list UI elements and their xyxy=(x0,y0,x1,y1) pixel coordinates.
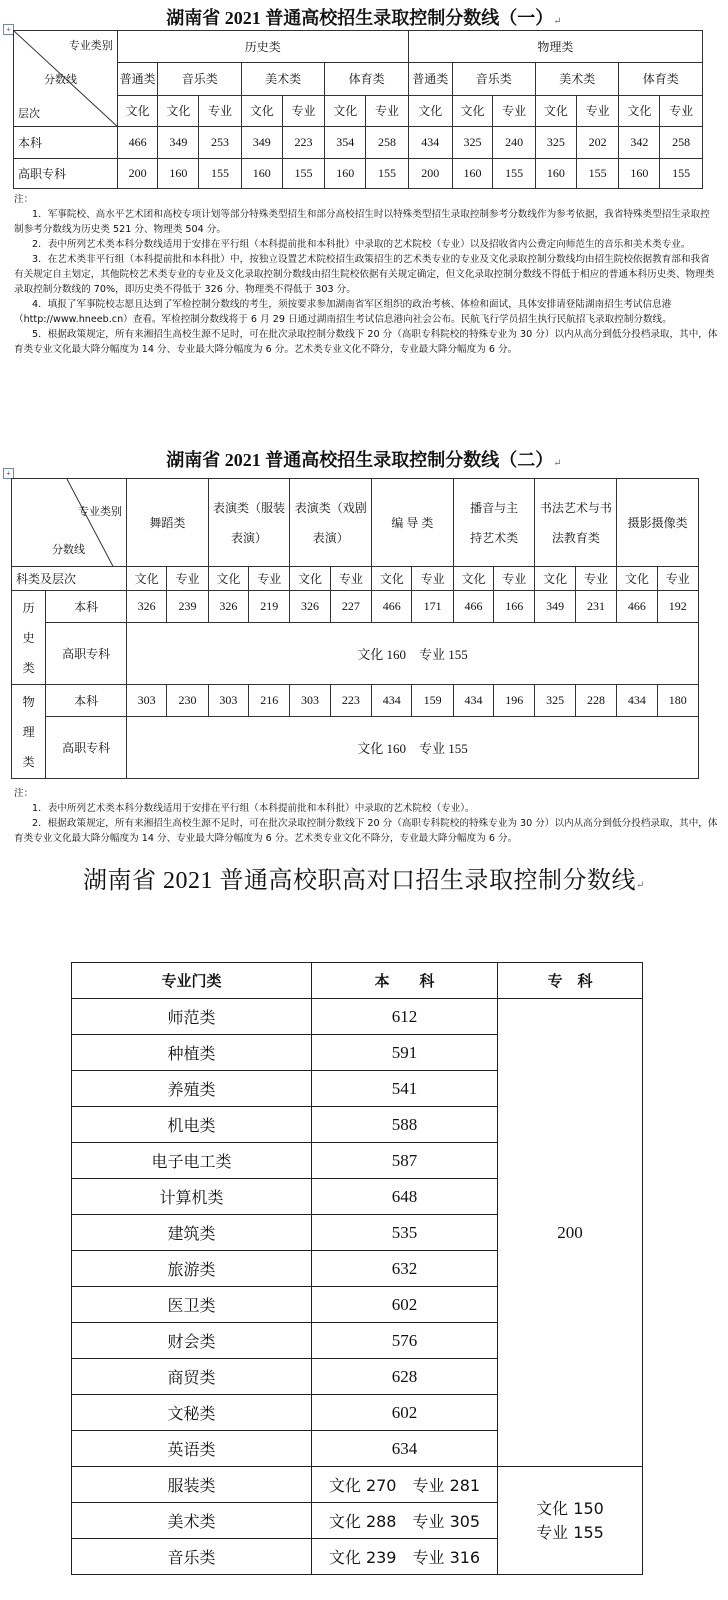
category-name: 音乐类 xyxy=(72,1539,312,1575)
score-cell: 160 xyxy=(619,159,660,189)
benke-score: 541 xyxy=(312,1071,498,1107)
score-cell: 239 xyxy=(167,591,208,623)
subgroup-header: 美术类 xyxy=(241,63,324,95)
table-anchor-icon: + xyxy=(3,24,14,35)
notes-head: 注： xyxy=(14,788,34,799)
score-cell: 155 xyxy=(660,159,703,189)
score-cell: 155 xyxy=(199,159,242,189)
benke-score: 632 xyxy=(312,1251,498,1287)
score-cell: 155 xyxy=(576,159,619,189)
subgroup-header: 音乐类 xyxy=(158,63,241,95)
diag-label-level: 科类及层次 xyxy=(12,567,127,591)
section-label-physics: 物 理 类 xyxy=(12,685,46,779)
category-name: 财会类 xyxy=(72,1323,312,1359)
row-label: 本科 xyxy=(46,685,127,717)
score-cell: 231 xyxy=(575,591,616,623)
score-cell: 258 xyxy=(366,127,409,159)
score-cell: 160 xyxy=(452,159,493,189)
title-2: 湖南省 2021 普通高校招生录取控制分数线（二）↵ xyxy=(166,450,562,470)
table-anchor-icon: + xyxy=(3,468,14,479)
sub-label: 专业 xyxy=(412,567,453,591)
benke-score: 文化 270 专业 281 xyxy=(312,1467,498,1503)
benke-score: 文化 239 专业 316 xyxy=(312,1539,498,1575)
sub-label: 文化 xyxy=(617,567,657,591)
benke-score: 576 xyxy=(312,1323,498,1359)
sub-label: 专业 xyxy=(199,95,242,126)
score-cell: 349 xyxy=(241,127,282,159)
sub-label: 文化 xyxy=(158,95,199,126)
score-cell: 180 xyxy=(657,685,698,717)
category-header: 播音与主 持艺术类 xyxy=(453,479,535,567)
category-name: 旅游类 xyxy=(72,1251,312,1287)
group-header-physics: 物理类 xyxy=(408,31,702,63)
score-cell: 466 xyxy=(117,127,158,159)
note-item: 2．表中所列艺术类本科分数线适用于安排在平行组（本科提前批和本科批）中录取的艺术院校（专业）以及招收省内公费定向师范生的音乐和美术类专业。 xyxy=(32,239,691,250)
score-cell: 219 xyxy=(249,591,290,623)
score-cell: 434 xyxy=(617,685,657,717)
benke-score: 591 xyxy=(312,1035,498,1071)
merged-zhuanke-physics: 文化 160 专业 155 xyxy=(126,717,698,779)
score-cell: 325 xyxy=(536,127,577,159)
score-cell: 230 xyxy=(167,685,208,717)
sub-label: 专业 xyxy=(366,95,409,126)
score-cell: 227 xyxy=(330,591,371,623)
benke-score: 588 xyxy=(312,1107,498,1143)
score-cell: 200 xyxy=(117,159,158,189)
category-name: 建筑类 xyxy=(72,1215,312,1251)
sub-label: 专业 xyxy=(576,95,619,126)
sub-label: 文化 xyxy=(325,95,366,126)
row-label: 本科 xyxy=(14,127,118,159)
score-cell: 434 xyxy=(453,685,493,717)
category-header: 表演类（戏剧 表演） xyxy=(290,479,372,567)
score-cell: 171 xyxy=(412,591,453,623)
note-item: 4．填报了军事院校志愿且达到了军检控制分数线的考生，须按要求参加湖南省军区组织的政治考核、体检和面试，具体安排请登陆湖南招生考试信息港（http://www.hneeb.cn）查看。军检控制分数线将于 6 月 29 日通过湖南招生考试信息港向社会公布。民航飞行学员招生执行民航招飞录取控制分数线。 xyxy=(14,299,672,325)
zhuanke-art: 文化 150 专业 155 xyxy=(498,1467,643,1575)
table-row xyxy=(72,1467,643,1503)
sub-label: 专业 xyxy=(660,95,703,126)
subgroup-header: 美术类 xyxy=(536,63,619,95)
category-header: 舞蹈类 xyxy=(126,479,208,567)
score-cell: 354 xyxy=(325,127,366,159)
sub-label: 专业 xyxy=(494,567,535,591)
title-1: 湖南省 2021 普通高校招生录取控制分数线（一）↵ xyxy=(166,8,562,28)
score-cell: 160 xyxy=(158,159,199,189)
score-cell: 466 xyxy=(453,591,493,623)
sub-label: 文化 xyxy=(535,567,575,591)
score-cell: 240 xyxy=(493,127,536,159)
score-cell: 434 xyxy=(408,127,452,159)
category-name: 养殖类 xyxy=(72,1071,312,1107)
benke-score: 文化 288 专业 305 xyxy=(312,1503,498,1539)
notes-1 xyxy=(14,192,718,357)
score-cell: 434 xyxy=(372,685,412,717)
subgroup-header: 音乐类 xyxy=(452,63,535,95)
category-name: 医卫类 xyxy=(72,1287,312,1323)
benke-score: 648 xyxy=(312,1179,498,1215)
sub-label: 专业 xyxy=(575,567,616,591)
diag-label-category: 专业类别 xyxy=(68,40,113,52)
row-label: 本科 xyxy=(46,591,127,623)
diag-label-category: 专业类别 xyxy=(77,506,122,518)
score-cell: 303 xyxy=(290,685,330,717)
col-header-zhuanke: 专 科 xyxy=(498,963,643,999)
score-cell: 349 xyxy=(158,127,199,159)
score-cell: 326 xyxy=(126,591,166,623)
benke-score: 587 xyxy=(312,1143,498,1179)
group-header-history: 历史类 xyxy=(117,31,408,63)
sub-label: 文化 xyxy=(452,95,493,126)
table-1 xyxy=(13,30,703,189)
subgroup-header: 体育类 xyxy=(325,63,408,95)
score-cell: 155 xyxy=(493,159,536,189)
sub-label: 专业 xyxy=(657,567,698,591)
zhuanke-general: 200 xyxy=(498,999,643,1467)
score-cell: 166 xyxy=(494,591,535,623)
sub-label: 专业 xyxy=(249,567,290,591)
category-name: 机电类 xyxy=(72,1107,312,1143)
score-cell: 160 xyxy=(241,159,282,189)
sub-label: 文化 xyxy=(619,95,660,126)
sub-label: 专业 xyxy=(330,567,371,591)
note-item: 3．在艺术类非平行组（本科提前批和本科批）中，按独立设置艺术院校招生政策招生的艺术类专业的专业及文化录取控制分数线均由招生院校依据教育部和我省有关规定自主划定，其他院校艺术类专业的专业及文化录取控制分数线由招生院校依据有关规定确定，但文化录取控制分数线不得低于相应的普通本科历史类、物理类录取控制分数线的 70%，即历史类不得低于 326 分、物理类不得低于 303 分。 xyxy=(14,254,715,295)
category-header: 摄影摄像类 xyxy=(617,479,699,567)
sub-label: 文化 xyxy=(408,95,452,126)
score-cell: 192 xyxy=(657,591,698,623)
category-header: 书法艺术与书 法教育类 xyxy=(535,479,617,567)
benke-score: 612 xyxy=(312,999,498,1035)
note-item: 1．军事院校、高水平艺术团和高校专项计划等部分特殊类型招生和部分高校招生时以特殊类型招生录取控制参考分数线作为参考依据，我省特殊类型招生录取控制参考分数线为历史类 521 分、物理类 504 分。 xyxy=(14,209,710,235)
notes-head: 注： xyxy=(14,194,34,205)
diag-label-score: 分数线 xyxy=(44,74,77,86)
score-cell: 342 xyxy=(619,127,660,159)
score-cell: 160 xyxy=(536,159,577,189)
category-name: 商贸类 xyxy=(72,1359,312,1395)
row-label: 高职专科 xyxy=(14,159,118,189)
sub-label: 文化 xyxy=(126,567,166,591)
score-cell: 325 xyxy=(535,685,575,717)
score-cell: 155 xyxy=(282,159,325,189)
category-name: 服装类 xyxy=(72,1467,312,1503)
category-name: 计算机类 xyxy=(72,1179,312,1215)
category-header: 表演类（服装 表演） xyxy=(208,479,290,567)
sub-label: 文化 xyxy=(536,95,577,126)
score-cell: 159 xyxy=(412,685,453,717)
score-cell: 228 xyxy=(575,685,616,717)
score-cell: 216 xyxy=(249,685,290,717)
category-name: 美术类 xyxy=(72,1503,312,1539)
category-name: 文秘类 xyxy=(72,1395,312,1431)
category-name: 英语类 xyxy=(72,1431,312,1467)
diag-label-score: 分数线 xyxy=(52,544,85,556)
note-item: 5．根据政策规定，所有来湘招生高校生源不足时，可在批次录取控制分数线下 20 分（高职专科院校的特殊专业为 30 分）以内从高分到低分投档录取，其中，体育类专业文化最大降分幅度为 14 分、专业最大降分幅度为 6 分。艺术类专业文化不降分，专业最大降分幅度为 6 分。 xyxy=(14,329,718,355)
col-header-benke: 本 科 xyxy=(312,963,498,999)
category-name: 师范类 xyxy=(72,999,312,1035)
section-label-history: 历 史 类 xyxy=(12,591,46,685)
subgroup-header: 体育类 xyxy=(619,63,703,95)
diag-label-level: 层次 xyxy=(18,108,40,120)
score-cell: 155 xyxy=(366,159,409,189)
title-3: 湖南省 2021 普通高校职高对口招生录取控制分数线↵ xyxy=(83,868,645,894)
benke-score: 628 xyxy=(312,1359,498,1395)
score-cell: 303 xyxy=(208,685,248,717)
score-cell: 349 xyxy=(535,591,575,623)
table-3 xyxy=(71,962,643,1575)
notes-2 xyxy=(14,786,718,846)
benke-score: 535 xyxy=(312,1215,498,1251)
table-2-diagonal-header xyxy=(12,479,127,567)
sub-label: 文化 xyxy=(453,567,493,591)
sub-label: 专业 xyxy=(282,95,325,126)
category-header: 编 导 类 xyxy=(372,479,454,567)
note-item: 2．根据政策规定，所有来湘招生高校生源不足时，可在批次录取控制分数线下 20 分（高职专科院校的特殊专业为 30 分）以内从高分到低分投档录取，其中，体育类专业文化最大降分幅度为 14 分、专业最大降分幅度为 6 分。艺术类专业文化不降分，专业最大降分幅度为 6 分。 xyxy=(14,818,718,844)
score-cell: 223 xyxy=(330,685,371,717)
category-name: 种植类 xyxy=(72,1035,312,1071)
score-cell: 196 xyxy=(494,685,535,717)
benke-score: 602 xyxy=(312,1287,498,1323)
score-cell: 326 xyxy=(290,591,330,623)
score-cell: 466 xyxy=(617,591,657,623)
note-item: 1．表中所列艺术类本科分数线适用于安排在平行组（本科提前批和本科批）中录取的艺术院校（专业）。 xyxy=(32,803,475,814)
sub-label: 文化 xyxy=(117,95,158,126)
score-cell: 303 xyxy=(126,685,166,717)
score-cell: 253 xyxy=(199,127,242,159)
subgroup-header: 普通类 xyxy=(117,63,158,95)
sub-label: 文化 xyxy=(290,567,330,591)
score-cell: 326 xyxy=(208,591,248,623)
score-cell: 258 xyxy=(660,127,703,159)
score-cell: 466 xyxy=(372,591,412,623)
category-name: 电子电工类 xyxy=(72,1143,312,1179)
table-2 xyxy=(11,478,699,779)
subgroup-header: 普通类 xyxy=(408,63,452,95)
benke-score: 602 xyxy=(312,1395,498,1431)
merged-zhuanke-history: 文化 160 专业 155 xyxy=(126,623,698,685)
score-cell: 160 xyxy=(325,159,366,189)
table-1-diagonal-header xyxy=(14,31,118,127)
row-label: 高职专科 xyxy=(46,623,127,685)
sub-label: 专业 xyxy=(493,95,536,126)
row-label: 高职专科 xyxy=(46,717,127,779)
benke-score: 634 xyxy=(312,1431,498,1467)
sub-label: 文化 xyxy=(372,567,412,591)
sub-label: 文化 xyxy=(208,567,248,591)
col-header-category: 专业门类 xyxy=(72,963,312,999)
score-cell: 200 xyxy=(408,159,452,189)
score-cell: 325 xyxy=(452,127,493,159)
table-row xyxy=(72,999,643,1035)
score-cell: 223 xyxy=(282,127,325,159)
sub-label: 文化 xyxy=(241,95,282,126)
score-cell: 202 xyxy=(576,127,619,159)
sub-label: 专业 xyxy=(167,567,208,591)
